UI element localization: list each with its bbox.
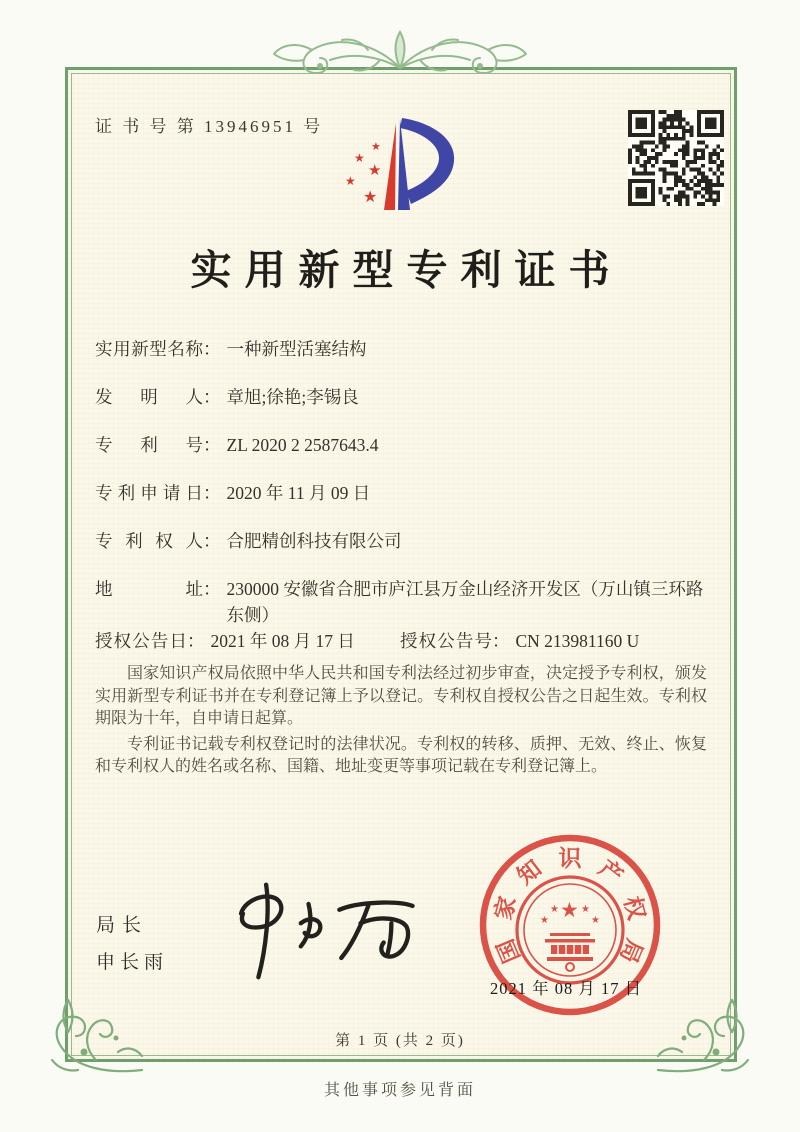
legal-text-block (95, 663, 707, 779)
field-value: 一种新型活塞结构 (226, 339, 367, 359)
field-value: 230000 安徽省合肥市庐江县万金山经济开发区（万山镇三环路东侧） (226, 579, 704, 625)
field-row-filing-date: 专利申请日 ： 2020 年 11 月 09 日 (95, 480, 707, 506)
svg-text:★: ★ (581, 904, 590, 915)
director-name: 申长雨 (96, 952, 169, 973)
field-row-utility-model-name: 实用新型名称 ： 一种新型活塞结构 (95, 336, 707, 362)
svg-text:知: 知 (512, 855, 547, 890)
back-side-note: 其他事项参见背面 (323, 1082, 476, 1099)
svg-text:家: 家 (490, 893, 521, 923)
field-label: 实用新型名称 (95, 339, 203, 359)
cnipa-logo-icon (327, 102, 477, 234)
legal-paragraph-1: 国家知识产权局依照中华人民共和国专利法经过初步审查，决定授予专利权，颁发实用新型专利证书并在专利登记簿上予以登记。专利权自授权公告之日起生效。专利权期限为十年，自申请日起算。 (95, 665, 707, 727)
field-row-patentee: 专利权人 ： 合肥精创科技有限公司 (95, 528, 707, 554)
svg-text:局: 局 (615, 935, 648, 967)
svg-text:★: ★ (560, 898, 579, 922)
field-row-patent-number: 专利号 ： ZL 2020 2 2587643.4 (95, 432, 707, 458)
field-label: 专利申请日 (95, 483, 203, 503)
grant-date-value: 2021 年 08 月 17 日 (210, 631, 355, 651)
field-label: 发明人 (95, 387, 203, 407)
field-list (95, 336, 707, 654)
svg-text:产: 产 (593, 855, 628, 890)
svg-text:识: 识 (558, 846, 582, 871)
svg-text:★: ★ (363, 187, 378, 206)
svg-text:权: 权 (619, 893, 650, 923)
field-row-address: 地址 ： 230000 安徽省合肥市庐江县万金山经济开发区（万山镇三环路东侧） (95, 576, 707, 628)
svg-text:★: ★ (368, 161, 382, 179)
field-value: 2020 年 11 月 09 日 (226, 483, 371, 503)
grant-date-label: 授权公告日 (95, 631, 187, 651)
svg-text:★: ★ (345, 174, 356, 188)
director-title: 局长 (96, 915, 149, 936)
field-label: 专利权人 (95, 531, 203, 551)
svg-text:★: ★ (550, 904, 559, 915)
seal-date: 2021 年 08 月 17 日 (490, 979, 643, 998)
field-row-inventors: 发明人 ： 章旭;徐艳;李锡良 (95, 384, 707, 410)
qr-code (628, 110, 724, 206)
grant-number-value: CN 213981160 U (515, 631, 640, 651)
certificate-title: 实用新型专利证书 (190, 247, 623, 293)
grant-number-label: 授权公告号 (400, 631, 492, 651)
svg-text:★: ★ (540, 915, 549, 926)
field-value: 合肥精创科技有限公司 (226, 531, 402, 551)
certificate-number: 证 书 号 第 13946951 号 (95, 117, 324, 136)
legal-paragraph-2: 专利证书记载专利权登记时的法律状况。专利权的转移、质押、无效、终止、恢复和专利权人的姓名或名称、国籍、地址变更等事项记载在专利登记簿上。 (95, 735, 707, 775)
grant-date-pair: 授权公告日 ： 2021 年 08 月 17 日 (95, 628, 707, 654)
field-value: ZL 2020 2 2587643.4 (226, 435, 379, 455)
page-number: 第 1 页 (共 2 页) (335, 1033, 465, 1049)
grant-row (95, 628, 707, 654)
field-value: 章旭;徐艳;李锡良 (226, 387, 359, 407)
director-signature-icon (216, 876, 428, 984)
grant-number-pair: 授权公告号 ： CN 213981160 U (400, 628, 639, 654)
svg-text:★: ★ (371, 140, 381, 153)
svg-text:国: 国 (492, 935, 525, 967)
field-label: 专利号 (95, 435, 203, 455)
field-label: 地址 (95, 579, 203, 599)
svg-text:★: ★ (591, 915, 600, 926)
svg-text:★: ★ (354, 151, 365, 165)
